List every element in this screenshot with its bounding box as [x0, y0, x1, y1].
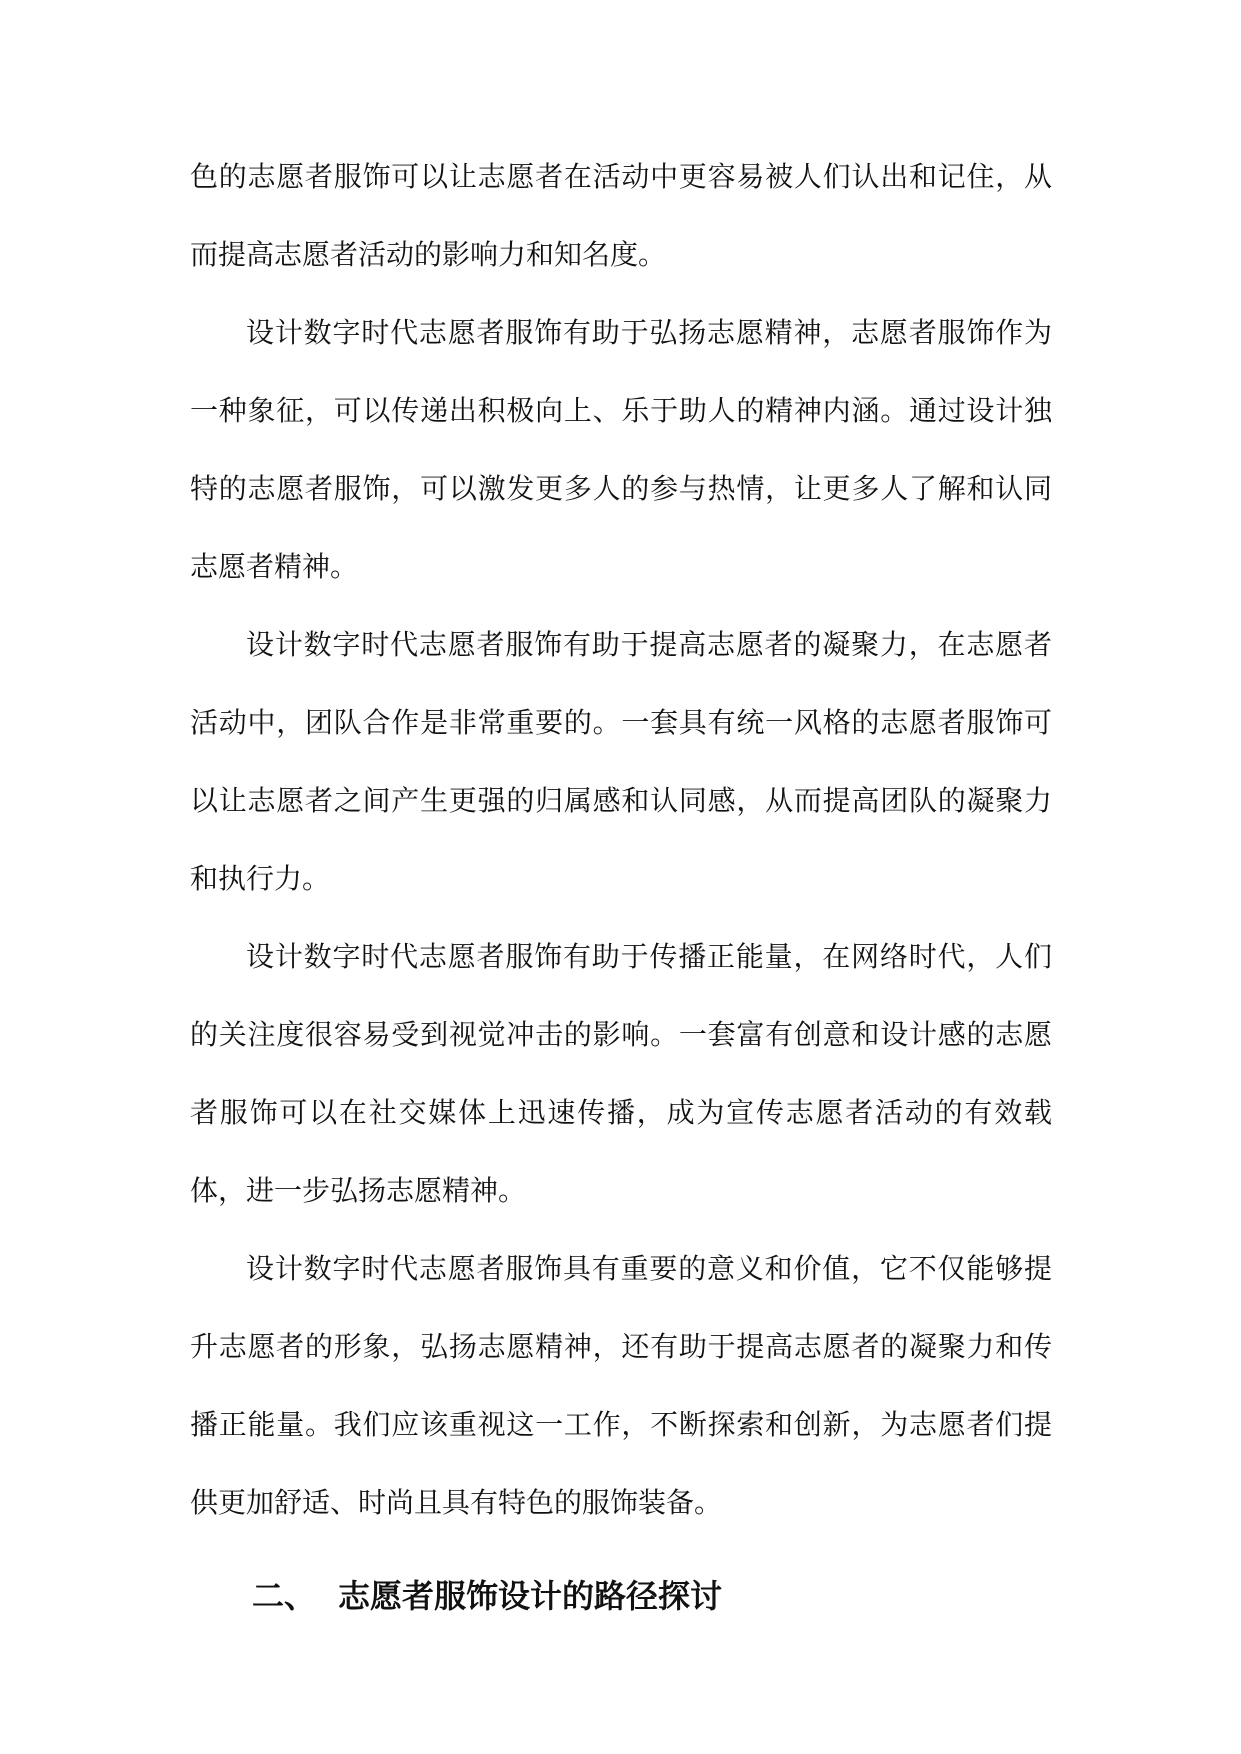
- paragraph-1: 色的志愿者服饰可以让志愿者在活动中更容易被人们认出和记住，从而提高志愿者活动的影响力和知名度。: [190, 160, 1052, 271]
- section-title: 志愿者服饰设计的路径探讨: [338, 1577, 723, 1615]
- section-heading: [252, 1574, 722, 1618]
- paragraph-2: 设计数字时代志愿者服饰有助于弘扬志愿精神，志愿者服饰作为一种象征，可以传递出积极向上、乐于助人的精神内涵。通过设计独特的志愿者服饰，可以激发更多人的参与热情，让更多人了解和认同志愿者精神。: [190, 316, 1052, 583]
- body-text: [190, 138, 1052, 1542]
- paragraph-4: 设计数字时代志愿者服饰有助于传播正能量，在网络时代，人们的关注度很容易受到视觉冲击的影响。一套富有创意和设计感的志愿者服饰可以在社交媒体上迅速传播，成为宣传志愿者活动的有效载体，进一步弘扬志愿精神。: [190, 940, 1052, 1207]
- section-number: 二、: [252, 1577, 317, 1615]
- paragraph-5: 设计数字时代志愿者服饰具有重要的意义和价值，它不仅能够提升志愿者的形象，弘扬志愿精神，还有助于提高志愿者的凝聚力和传播正能量。我们应该重视这一工作，不断探索和创新，为志愿者们提供更加舒适、时尚且具有特色的服饰装备。: [190, 1252, 1052, 1519]
- paragraph-3: 设计数字时代志愿者服饰有助于提高志愿者的凝聚力，在志愿者活动中，团队合作是非常重要的。一套具有统一风格的志愿者服饰可以让志愿者之间产生更强的归属感和认同感，从而提高团队的凝聚力和执行力。: [190, 628, 1052, 895]
